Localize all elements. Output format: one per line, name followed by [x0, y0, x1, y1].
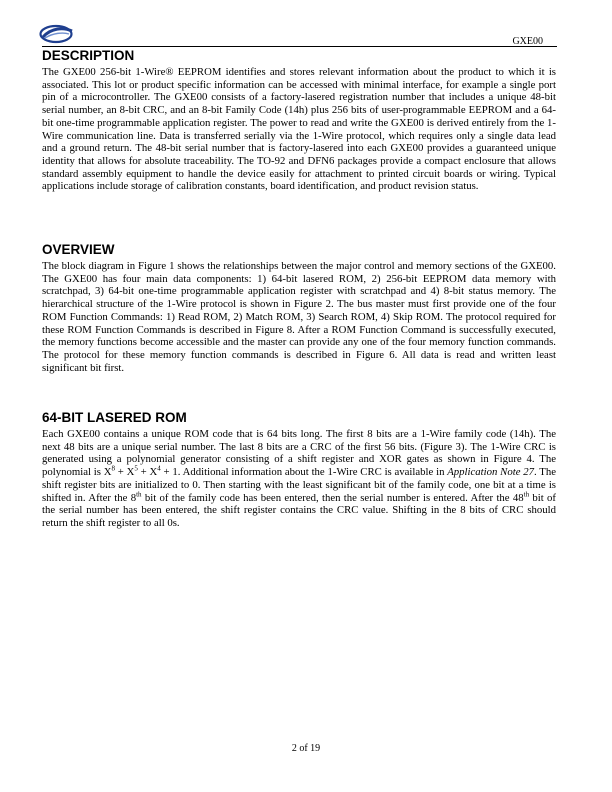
- exponent: 4: [157, 464, 161, 473]
- overview-paragraph: The block diagram in Figure 1 shows the relationships between the major control and memory sections of the GXE00. The GXE00 has four main data components: 1) 64-bit lasered ROM, 2) 256-bit EEPROM data memory with scratchpad, 3) 64-bit one-time programmable application register with scratchpad and 4) 8-bit status memory. The hierarchical structure of the 1-Wire protocol is shown in Figure 2. The bus master must first provide one of the four ROM Function Commands: 1) Read ROM, 2) Match ROM, 3) Search ROM, 4) Skip ROM. The protocol required for these ROM Function Commands is described in Figure 8. After a ROM Function Command is successfully executed, the memory functions become accessible and the master can provide any one of the four memory function commands. The protocol for these memory function commands is described in Figure 6. All data is read and written least significant bit first.: [42, 260, 556, 374]
- exponent: 5: [134, 464, 138, 473]
- application-note-reference: Application Note 27: [447, 466, 535, 479]
- swoosh-logo-icon: [39, 24, 75, 44]
- lasered-rom-heading: 64-BIT LASERED ROM: [42, 410, 187, 425]
- description-paragraph: The GXE00 256-bit 1-Wire® EEPROM identifies and stores relevant information about the product to which it is associated. This lot or product specific information can be accessed with minimal interface, for example a single port pin of a microcontroller. The GXE00 consists of a factory-lasered registration number that includes a unique 48-bit serial number, an 8-bit CRC, and an 8-bit Family Code (14h) plus 256 bits of user-programmable EEPROM and a 64-bit one-time programmable application register. The power to read and write the GXE00 is derived entirely from the 1-Wire communication line. Data is transferred serially via the 1-Wire protocol, which requires only a single data lead and a ground return. The 48-bit serial number that is factory-lasered into each GXE00 provides a guaranteed unique identity that allows for absolute traceability. The TO-92 and DFN6 packages provide a compact enclosure that allows standard assembly equipment to handle the device easily for attachment to printed circuit boards or wiring. Typical applications include storage of calibration constants, board identification, and product revision status.: [42, 66, 556, 193]
- rom-text-part: + 1. Additional information about the 1-Wire CRC is available in: [160, 466, 448, 479]
- rom-text-part: bit of the serial number has been entered, the shift register contains the CRC value. Shifting in the 8 bits of CRC should return the shift register to all 0s.: [42, 491, 556, 529]
- lasered-rom-paragraph: [42, 428, 556, 530]
- rom-text-part: bit of the family code has been entered, then the serial number is entered. After the 48: [141, 491, 524, 504]
- overview-heading: OVERVIEW: [42, 242, 115, 257]
- running-title: GXE00: [512, 36, 543, 47]
- ordinal-suffix: th: [523, 489, 530, 498]
- ordinal-suffix: th: [136, 489, 142, 498]
- page-number: 2 of 19: [291, 743, 321, 754]
- exponent: 8: [111, 464, 115, 473]
- rom-text-part: . The shift register bits are initialized to 0. Then starting with the least significant bit of the family code, one bit at a time is shifted in. After the 8: [42, 466, 557, 504]
- rom-text-part: + X: [137, 466, 158, 479]
- description-heading: DESCRIPTION: [42, 48, 135, 63]
- header-rule: [42, 46, 557, 47]
- rom-text-part: Each GXE00 contains a unique ROM code that is 64 bits long. The first 8 bits are a 1-Wire family code (14h). The next 48 bits are a unique serial number. The last 8 bits are a CRC of the first 56 bits. (Figure 3). The 1-Wire CRC is generated using a polynomial generator consisting of a shift register and XOR gates as shown in Figure 4. The polynomial is X: [42, 428, 556, 479]
- rom-text-part: + X: [114, 466, 135, 479]
